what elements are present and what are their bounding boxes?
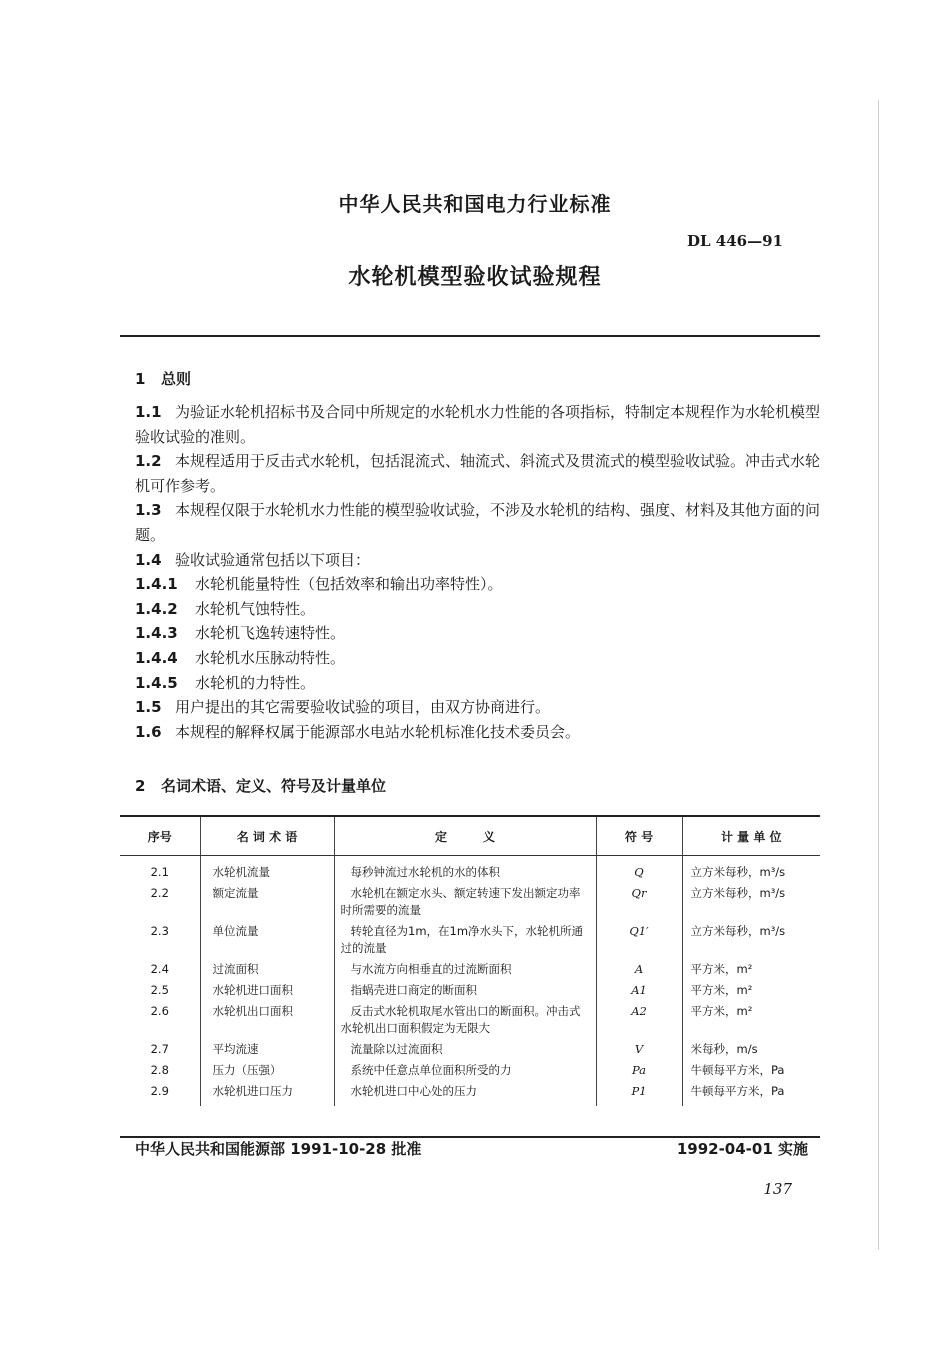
row-number: 2.4 bbox=[150, 962, 169, 976]
paragraph-number: 1.3 bbox=[135, 501, 162, 520]
symbol-cell: A1 bbox=[596, 978, 682, 999]
symbol-cell: Q1′ bbox=[596, 919, 682, 957]
paragraph bbox=[135, 572, 825, 597]
unit-cell: 平方米，m² bbox=[682, 978, 820, 999]
row-number: 2.3 bbox=[150, 924, 169, 938]
page-number: 137 bbox=[763, 1180, 792, 1198]
paragraph bbox=[135, 597, 825, 622]
table-row bbox=[120, 1079, 820, 1106]
paragraph-text: 本规程的解释权属于能源部水电站水轮机标准化技术委员会。 bbox=[175, 722, 581, 741]
table-row bbox=[120, 919, 820, 957]
unit-cell: 平方米，m² bbox=[682, 957, 820, 978]
table-row bbox=[120, 1058, 820, 1079]
definition-cell: 水轮机在额定水头、额定转速下发出额定功率时所需要的流量 bbox=[334, 881, 596, 919]
section-heading bbox=[135, 368, 191, 389]
paragraph bbox=[135, 548, 825, 573]
standard-code: DL 446—91 bbox=[687, 232, 783, 250]
document-title: 水轮机模型验收试验规程 bbox=[348, 265, 602, 290]
column-header: 序号 bbox=[120, 816, 200, 856]
row-number: 2.5 bbox=[150, 983, 169, 997]
paragraph-number: 1.4.2 bbox=[135, 599, 178, 618]
symbol-cell: P1 bbox=[596, 1079, 682, 1106]
paragraph bbox=[135, 621, 825, 646]
term-cell: 水轮机进口面积 bbox=[200, 978, 334, 999]
paragraph-number: 1.2 bbox=[135, 452, 162, 471]
unit-cell: 立方米每秒，m³/s bbox=[682, 919, 820, 957]
definition-cell: 每秒钟流过水轮机的水的体积 bbox=[334, 856, 596, 882]
unit-cell: 米每秒，m/s bbox=[682, 1037, 820, 1058]
paragraph bbox=[135, 671, 825, 696]
standard-header: 中华人民共和国电力行业标准 bbox=[338, 192, 612, 216]
symbol-cell: A bbox=[596, 957, 682, 978]
section-number: 2 bbox=[135, 777, 146, 795]
definition-cell: 反击式水轮机取尾水管出口的断面积。冲击式水轮机出口面积假定为无限大 bbox=[334, 999, 596, 1037]
row-number: 2.6 bbox=[150, 1004, 169, 1018]
unit-cell: 牛顿每平方米，Pa bbox=[682, 1058, 820, 1079]
paragraph-text: 为验证水轮机招标书及合同中所规定的水轮机水力性能的各项指标，特制定本规程作为水轮机模型验收试验的准则。 bbox=[135, 403, 821, 446]
paragraph bbox=[135, 498, 825, 547]
table-header-row bbox=[120, 816, 820, 856]
paragraph-number: 1.5 bbox=[135, 698, 162, 717]
table-row bbox=[120, 881, 820, 919]
terms-table bbox=[120, 815, 820, 1106]
term-cell: 水轮机进口压力 bbox=[200, 1079, 334, 1106]
row-number: 2.7 bbox=[150, 1042, 169, 1056]
paragraph bbox=[135, 720, 825, 745]
column-header: 名 词 术 语 bbox=[200, 816, 334, 856]
column-header: 符 号 bbox=[596, 816, 682, 856]
column-header: 定 义 bbox=[334, 816, 596, 856]
definition-cell: 水轮机进口中心处的压力 bbox=[334, 1079, 596, 1106]
unit-cell: 立方米每秒，m³/s bbox=[682, 856, 820, 882]
table-row bbox=[120, 978, 820, 999]
section-1-body bbox=[135, 400, 825, 744]
table-row bbox=[120, 1037, 820, 1058]
paragraph-number: 1.6 bbox=[135, 722, 162, 741]
paragraph bbox=[135, 646, 825, 671]
definition-cell: 系统中任意点单位面积所受的力 bbox=[334, 1058, 596, 1079]
table-row bbox=[120, 957, 820, 978]
column-header: 计 量 单 位 bbox=[682, 816, 820, 856]
paragraph-number: 1.4 bbox=[135, 550, 162, 569]
paragraph-number: 1.4.1 bbox=[135, 575, 178, 594]
term-cell: 水轮机流量 bbox=[200, 856, 334, 882]
term-cell: 额定流量 bbox=[200, 881, 334, 919]
row-number: 2.1 bbox=[150, 865, 169, 879]
paragraph-number: 1.4.5 bbox=[135, 673, 178, 692]
paragraph-text: 本规程仅限于水轮机水力性能的模型验收试验，不涉及水轮机的结构、强度、材料及其他方面的问题。 bbox=[135, 501, 821, 544]
paragraph-text: 水轮机气蚀特性。 bbox=[195, 599, 316, 618]
definition-cell: 指蜗壳进口商定的断面积 bbox=[334, 978, 596, 999]
unit-cell: 牛顿每平方米，Pa bbox=[682, 1079, 820, 1106]
paragraph-number: 1.4.4 bbox=[135, 648, 178, 667]
paragraph-number: 1.1 bbox=[135, 403, 162, 421]
table-row bbox=[120, 856, 820, 882]
unit-cell: 立方米每秒，m³/s bbox=[682, 881, 820, 919]
symbol-cell: Pa bbox=[596, 1058, 682, 1079]
section-number: 1 bbox=[135, 370, 146, 388]
terms-table-body bbox=[120, 856, 820, 1107]
paragraph bbox=[135, 400, 825, 449]
paragraph-text: 本规程适用于反击式水轮机，包括混流式、轴流式、斜流式及贯流式的模型验收试验。冲击式水轮机可作参考。 bbox=[135, 452, 821, 495]
section-title: 名词术语、定义、符号及计量单位 bbox=[161, 777, 387, 795]
symbol-cell: V bbox=[596, 1037, 682, 1058]
symbol-cell: A2 bbox=[596, 999, 682, 1037]
effective-date: 1992-04-01 实施 bbox=[676, 1140, 808, 1158]
approval-line: 中华人民共和国能源部 1991-10-28 批准 bbox=[135, 1140, 422, 1158]
row-number: 2.9 bbox=[150, 1084, 169, 1098]
term-cell: 水轮机出口面积 bbox=[200, 999, 334, 1037]
term-cell: 单位流量 bbox=[200, 919, 334, 957]
paragraph bbox=[135, 449, 825, 498]
row-number: 2.8 bbox=[150, 1063, 169, 1077]
term-cell: 平均流速 bbox=[200, 1037, 334, 1058]
section-title: 总则 bbox=[161, 370, 192, 388]
symbol-cell: Qr bbox=[596, 881, 682, 919]
definition-cell: 与水流方向相垂直的过流断面积 bbox=[334, 957, 596, 978]
paragraph-text: 用户提出的其它需要验收试验的项目，由双方协商进行。 bbox=[175, 698, 551, 717]
row-number: 2.2 bbox=[150, 886, 169, 900]
paragraph-text: 水轮机的力特性。 bbox=[195, 673, 316, 692]
paragraph-text: 水轮机飞逸转速特性。 bbox=[195, 624, 346, 643]
header-rule bbox=[120, 335, 820, 337]
section-heading bbox=[135, 775, 386, 796]
table-row bbox=[120, 999, 820, 1037]
term-cell: 压力（压强） bbox=[200, 1058, 334, 1079]
paragraph-number: 1.4.3 bbox=[135, 624, 178, 643]
unit-cell: 平方米，m² bbox=[682, 999, 820, 1037]
symbol-cell: Q bbox=[596, 856, 682, 882]
paragraph-text: 水轮机水压脉动特性。 bbox=[195, 648, 346, 667]
paragraph-text: 验收试验通常包括以下项目： bbox=[175, 550, 371, 569]
paragraph bbox=[135, 695, 825, 720]
definition-cell: 流量除以过流面积 bbox=[334, 1037, 596, 1058]
definition-cell: 转轮直径为1m，在1m净水头下，水轮机所通过的流量 bbox=[334, 919, 596, 957]
paragraph-text: 水轮机能量特性（包括效率和输出功率特性）。 bbox=[195, 575, 503, 594]
term-cell: 过流面积 bbox=[200, 957, 334, 978]
